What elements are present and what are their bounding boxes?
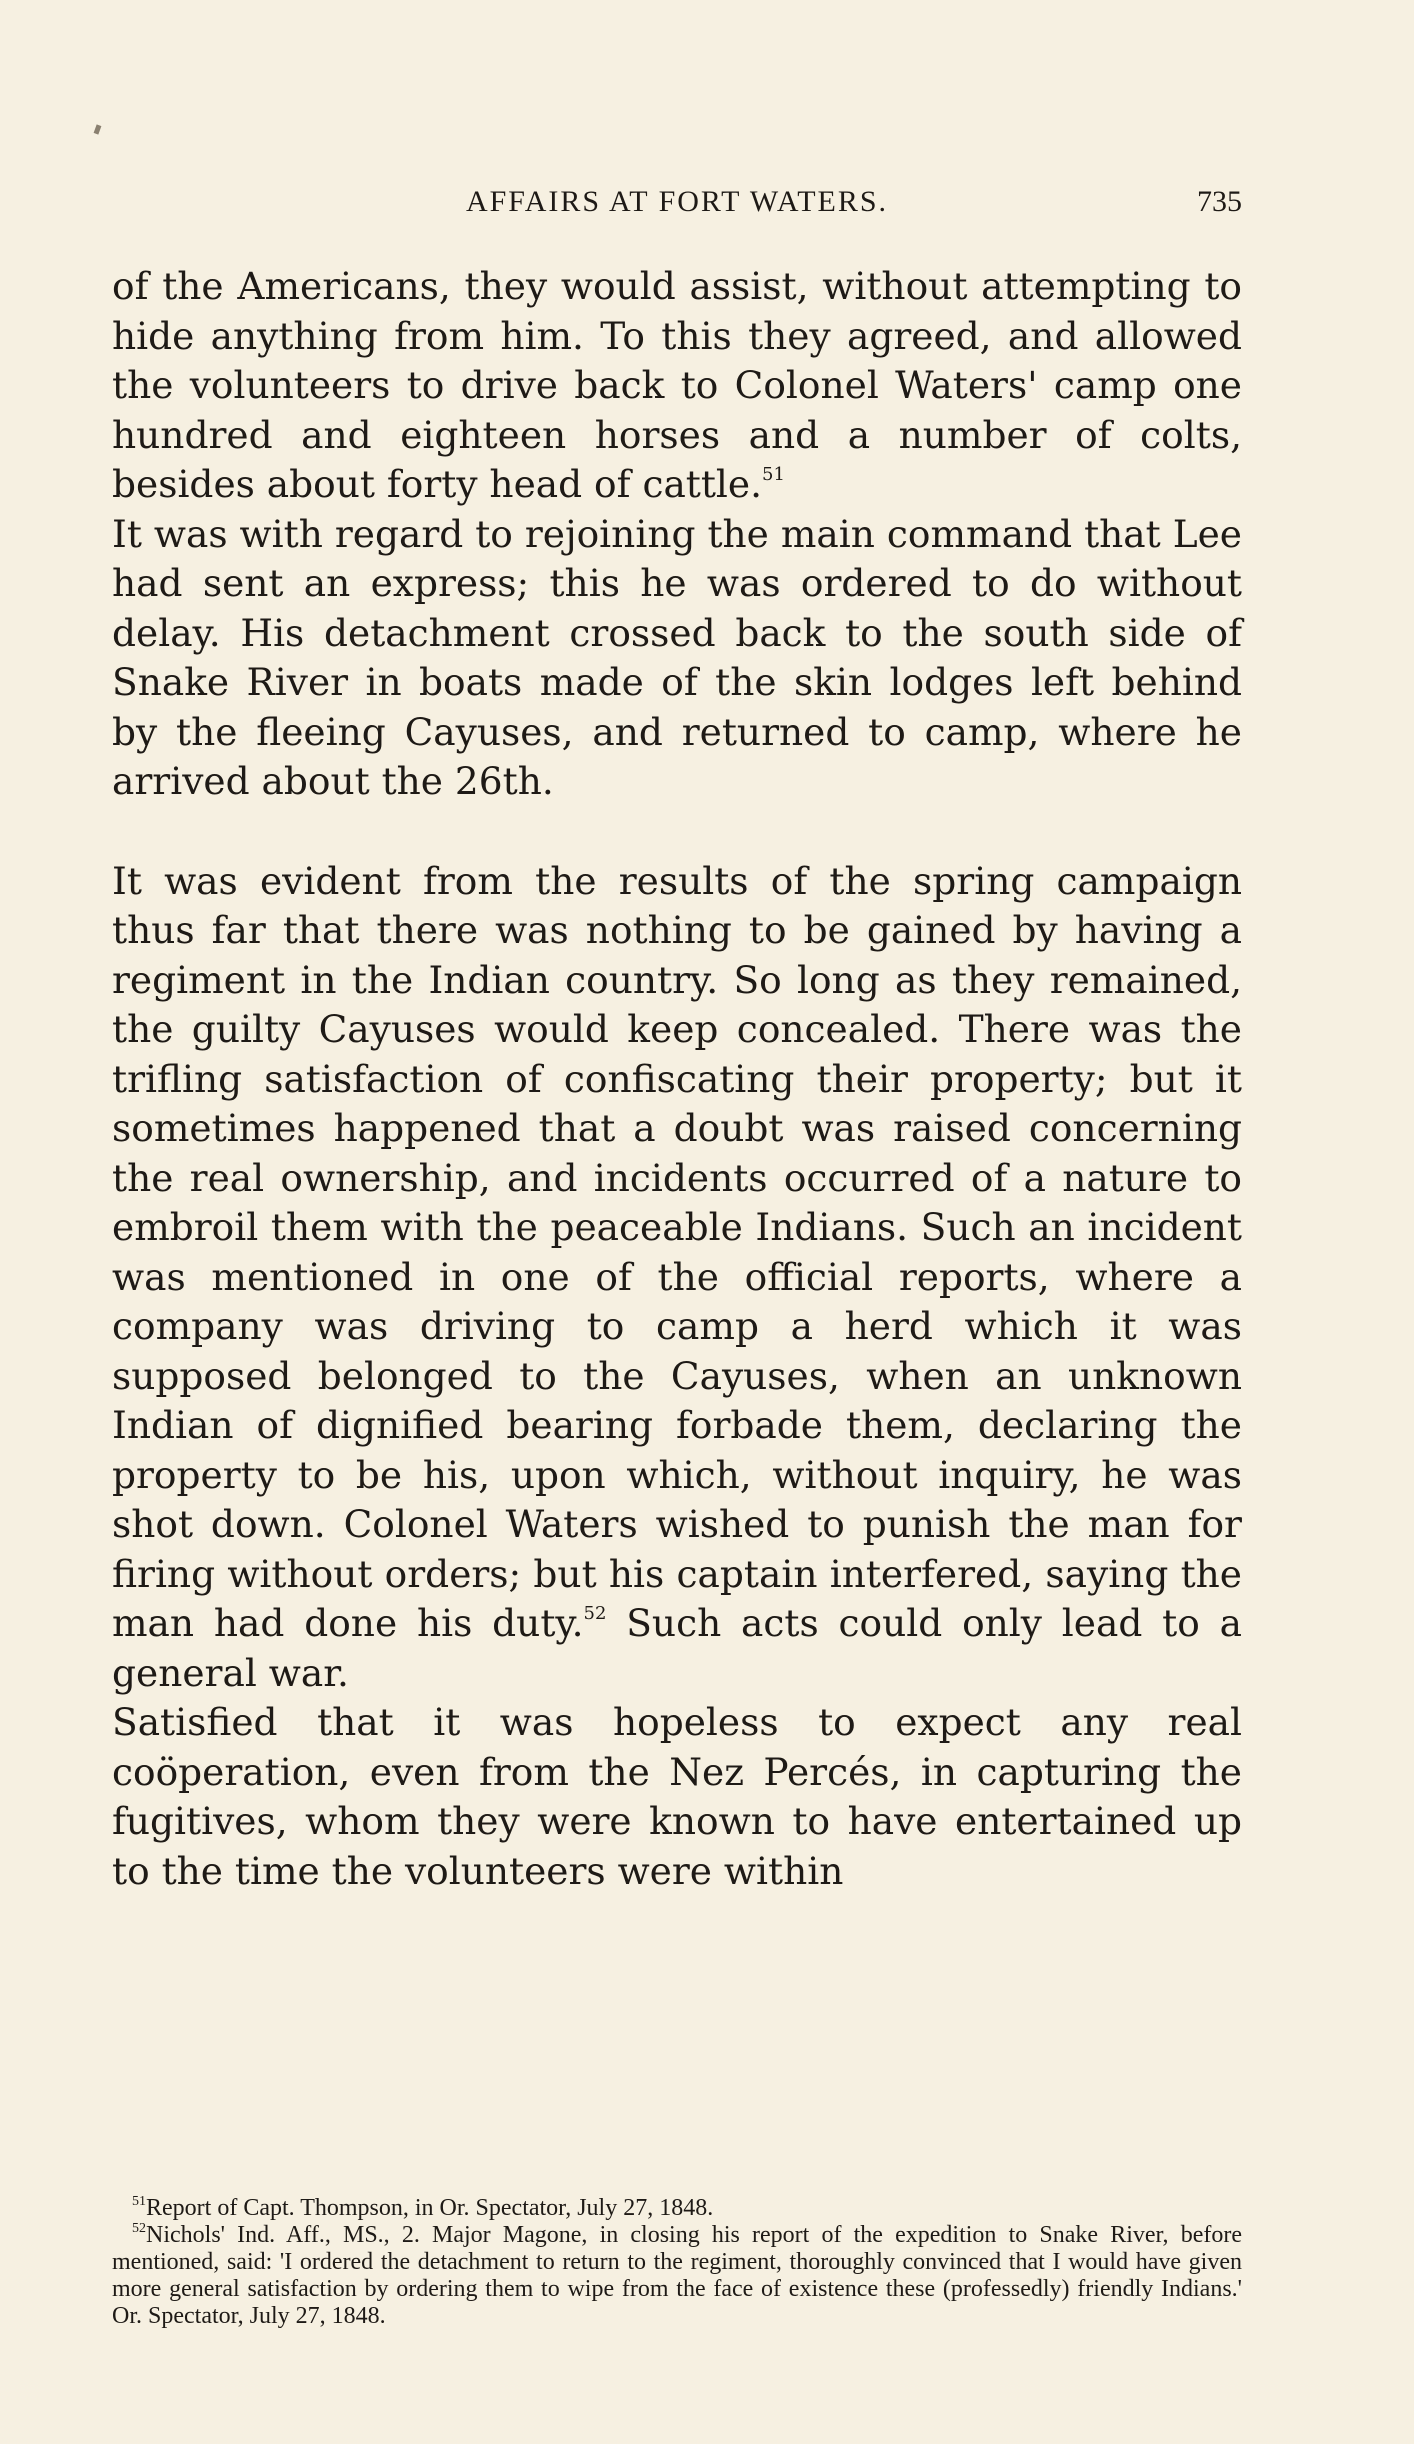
footnotes <box>112 2195 1242 2330</box>
paragraph-3 <box>112 857 1242 1699</box>
page-speck <box>94 124 102 134</box>
running-head: AFFAIRS AT FORT WATERS. <box>465 185 889 218</box>
footnote-text: Report of Capt. Thompson, in Or. Spectator, July 27, 1848. <box>146 2195 714 2221</box>
footnote-text: Nichols' Ind. Aff., MS., 2. Major Magone, in closing his report of the expedition to Snake River, before mentioned, said: 'I ordered the detachment to return to the regiment, thoroughly convinced that I would have given more general satisfaction by ordering them to wipe from the face of existence these (professedly) friendly Indians.' Or. Spectator, July 27, 1848. <box>112 2222 1242 2329</box>
main-text <box>112 262 1242 1896</box>
footnote-52 <box>112 2222 1242 2330</box>
paragraph-text: It was with regard to rejoining the main command that Lee had sent an express; this he was ordered to do without delay. His detachment crossed back to the south side of Snake River in boats made of the skin lodges left behind by the fleeing Cayuses, and returned to camp, where he arrived about the 26th. <box>112 511 1242 803</box>
paragraph-2 <box>112 510 1242 807</box>
paragraph-text: Satisfied that it was hopeless to expect any real coöperation, even from the Nez Percés, in capturing the fugitives, whom they were known to have entertained up to the time the volunteers were within <box>112 1700 1242 1893</box>
page-number: 735 <box>1197 185 1242 218</box>
footnote-number: 51 <box>132 2194 146 2209</box>
paragraph-text-continued: Such acts could only lead to a general war. <box>112 1601 1242 1695</box>
footnote-51 <box>112 2195 1242 2222</box>
footnote-number: 52 <box>132 2221 146 2236</box>
paragraph-4 <box>112 1698 1242 1896</box>
paragraph-text: of the Americans, they would assist, without attempting to hide anything from him. To this they agreed, and allowed the volunteers to drive back to Colonel Waters' camp one hundred and eighteen horses and a number of colts, besides about forty head of cattle. <box>112 264 1242 506</box>
footnote-ref-52: 52 <box>583 1603 607 1624</box>
page-header <box>112 185 1242 225</box>
paragraph-text: It was evident from the results of the spring campaign thus far that there was nothing to be gained by having a regiment in the Indian country. So long as they remained, the guilty Cayuses would keep concealed. There was the trifling satisfaction of confiscating their property; but it sometimes happened that a doubt was raised concerning the real ownership, and incidents occurred of a nature to embroil them with the peaceable Indians. Such an incident was mentioned in one of the official reports, where a company was driving to camp a herd which it was supposed belonged to the Cayuses, when an unknown Indian of dignified bearing forbade them, declaring the property to be his, upon which, without inquiry, he was shot down. Colonel Waters wished to punish the man for firing without orders; but his captain interfered, saying the man had done his duty. <box>112 858 1242 1645</box>
footnote-ref-51: 51 <box>762 464 785 485</box>
paragraph-1 <box>112 262 1242 510</box>
